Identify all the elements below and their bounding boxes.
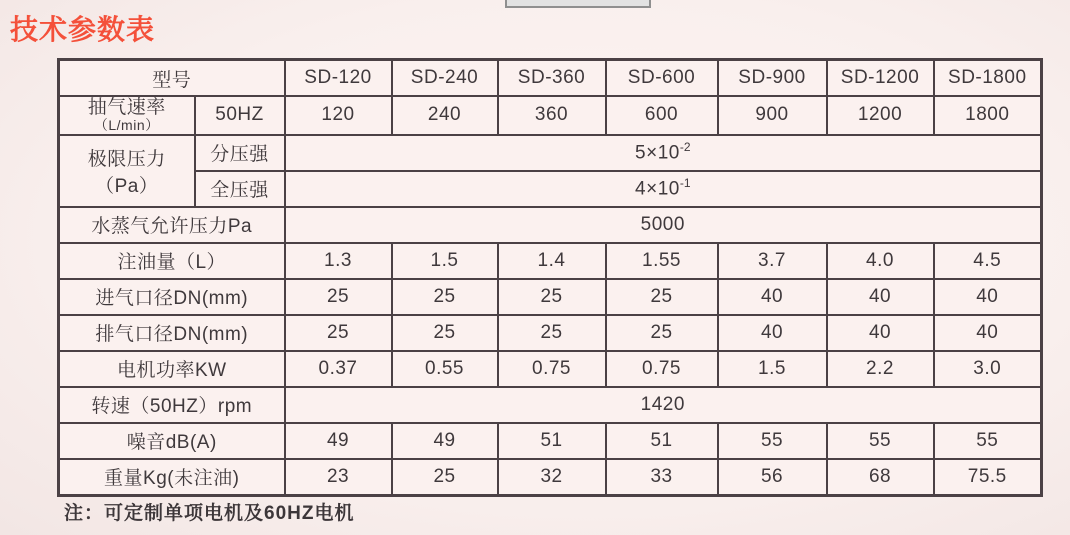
row-total-pressure — [59, 171, 1042, 207]
model-cell: SD-120 — [285, 60, 392, 97]
pumping-speed-cell: 240 — [392, 96, 498, 135]
motor-power-cell: 0.37 — [285, 351, 392, 387]
weight-label: 重量Kg(未注油) — [59, 459, 285, 496]
partial-pressure-value — [285, 135, 1042, 171]
noise-label: 噪音dB(A) — [59, 423, 285, 459]
inlet-diameter-cell: 25 — [606, 279, 718, 315]
inlet-diameter-cell: 40 — [718, 279, 827, 315]
noise-cell: 51 — [606, 423, 718, 459]
water-vapor-value: 5000 — [285, 207, 1042, 243]
motor-power-cell: 0.75 — [498, 351, 606, 387]
weight-cell: 68 — [827, 459, 934, 496]
row-partial-pressure — [59, 135, 1042, 171]
total-pressure-label: 全压强 — [195, 171, 285, 207]
weight-cell: 25 — [392, 459, 498, 496]
partial-pressure-exponent: -2 — [679, 140, 691, 155]
water-vapor-label: 水蒸气允许压力Pa — [59, 207, 285, 243]
total-pressure-value — [285, 171, 1042, 207]
outlet-diameter-label: 排气口径DN(mm) — [59, 315, 285, 351]
row-weight — [59, 459, 1042, 496]
outlet-diameter-cell: 40 — [827, 315, 934, 351]
motor-power-cell: 0.75 — [606, 351, 718, 387]
pumping-speed-cell: 1200 — [827, 96, 934, 135]
motor-power-cell: 1.5 — [718, 351, 827, 387]
row-water-vapor — [59, 207, 1042, 243]
model-cell: SD-360 — [498, 60, 606, 97]
oil-capacity-cell: 1.3 — [285, 243, 392, 279]
motor-power-cell: 3.0 — [934, 351, 1042, 387]
oil-capacity-cell: 4.5 — [934, 243, 1042, 279]
pumping-speed-label-line2: （L/min） — [93, 116, 160, 133]
noise-cell: 51 — [498, 423, 606, 459]
model-cell: SD-240 — [392, 60, 498, 97]
inlet-diameter-cell: 25 — [498, 279, 606, 315]
model-cell: SD-1800 — [934, 60, 1042, 97]
spec-table — [57, 58, 1043, 497]
pumping-speed-cell: 1800 — [934, 96, 1042, 135]
noise-cell: 55 — [827, 423, 934, 459]
model-cell: SD-600 — [606, 60, 718, 97]
model-header: 型号 — [59, 60, 285, 97]
pumping-speed-label — [59, 96, 195, 135]
ultimate-pressure-label: 极限压力（Pa） — [59, 135, 195, 207]
model-cell: SD-900 — [718, 60, 827, 97]
pumping-speed-cell: 120 — [285, 96, 392, 135]
noise-cell: 55 — [934, 423, 1042, 459]
row-motor-power — [59, 351, 1042, 387]
outlet-diameter-cell: 25 — [606, 315, 718, 351]
weight-cell: 75.5 — [934, 459, 1042, 496]
footnote: 注：可定制单项电机及60HZ电机 — [64, 503, 355, 524]
total-pressure-exponent: -1 — [679, 176, 691, 191]
oil-capacity-label: 注油量（L） — [59, 243, 285, 279]
outlet-diameter-cell: 25 — [392, 315, 498, 351]
motor-power-label: 电机功率KW — [59, 351, 285, 387]
pumping-speed-freq: 50HZ — [195, 96, 285, 135]
weight-cell: 56 — [718, 459, 827, 496]
pumping-speed-cell: 600 — [606, 96, 718, 135]
pumping-speed-cell: 900 — [718, 96, 827, 135]
inlet-diameter-cell: 25 — [285, 279, 392, 315]
row-rotation-speed — [59, 387, 1042, 423]
outlet-diameter-cell: 25 — [498, 315, 606, 351]
partial-pressure-label: 分压强 — [195, 135, 285, 171]
weight-cell: 32 — [498, 459, 606, 496]
weight-cell: 23 — [285, 459, 392, 496]
pumping-speed-label-line1: 抽气速率 — [87, 97, 166, 118]
row-oil-capacity — [59, 243, 1042, 279]
total-pressure-base: 4×10 — [635, 178, 680, 200]
row-outlet-diameter — [59, 315, 1042, 351]
outlet-diameter-cell: 40 — [718, 315, 827, 351]
weight-cell: 33 — [606, 459, 718, 496]
rotation-speed-label: 转速（50HZ）rpm — [59, 387, 285, 423]
page-title: 技术参数表 — [10, 14, 156, 45]
inlet-diameter-cell: 40 — [827, 279, 934, 315]
motor-power-cell: 0.55 — [392, 351, 498, 387]
rotation-speed-value: 1420 — [285, 387, 1042, 423]
oil-capacity-cell: 1.55 — [606, 243, 718, 279]
top-edge-fragment — [505, 0, 651, 8]
row-model — [59, 60, 1042, 97]
outlet-diameter-cell: 40 — [934, 315, 1042, 351]
partial-pressure-base: 5×10 — [635, 142, 680, 164]
outlet-diameter-cell: 25 — [285, 315, 392, 351]
row-inlet-diameter — [59, 279, 1042, 315]
inlet-diameter-cell: 25 — [392, 279, 498, 315]
oil-capacity-cell: 1.4 — [498, 243, 606, 279]
noise-cell: 49 — [392, 423, 498, 459]
noise-cell: 49 — [285, 423, 392, 459]
inlet-diameter-cell: 40 — [934, 279, 1042, 315]
row-noise — [59, 423, 1042, 459]
pumping-speed-cell: 360 — [498, 96, 606, 135]
model-cell: SD-1200 — [827, 60, 934, 97]
oil-capacity-cell: 4.0 — [827, 243, 934, 279]
oil-capacity-cell: 1.5 — [392, 243, 498, 279]
oil-capacity-cell: 3.7 — [718, 243, 827, 279]
row-pumping-speed — [59, 96, 1042, 135]
motor-power-cell: 2.2 — [827, 351, 934, 387]
inlet-diameter-label: 进气口径DN(mm) — [59, 279, 285, 315]
noise-cell: 55 — [718, 423, 827, 459]
